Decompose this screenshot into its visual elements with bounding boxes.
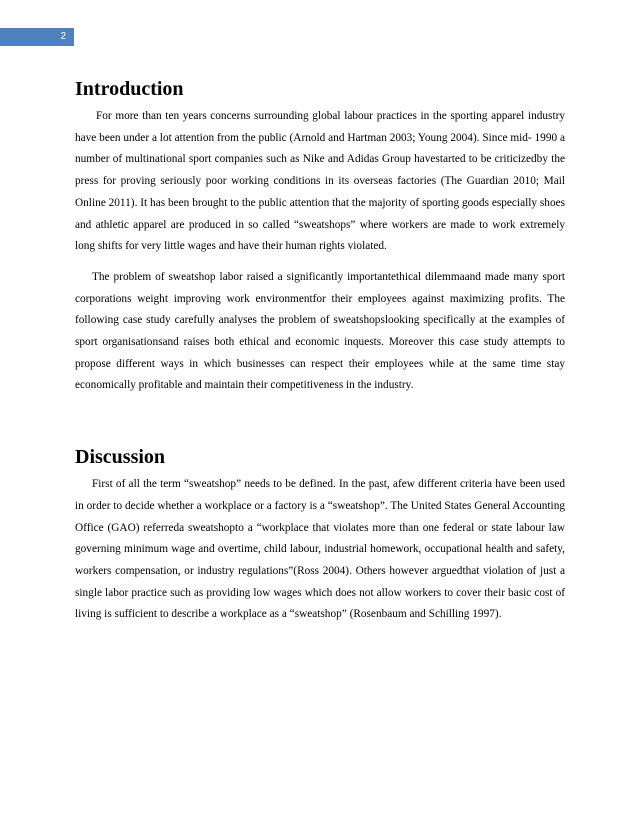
introduction-paragraph-2: The problem of sweatshop labor raised a significantly importantethical dilemmaand made many sport corporations weight improving work environmentfor their employees against maximizing profits. The following case study carefully analyses the problem of sweatshopslooking specifically at the examples of sport organisationsand raises both ethical and economic inquests. Moreover this case study attempts to propose different ways in which businesses can respect their employees while at the same time stay economically profitable and maintain their competitiveness in the industry. bbox=[75, 270, 565, 392]
page-number-tab bbox=[0, 28, 74, 46]
introduction-paragraph-1: For more than ten years concerns surrounding global labour practices in the sporting apparel industry have been under a lot attention from the public (Arnold and Hartman 2003; Young 2004). Since mid- 1990 a number of multinational sport companies such as Nike and Adidas Group havestarted to be criticizedby the press for proving seriously poor working conditions in its overseas factories (The Guardian 2010; Mail Online 2011). It has been brought to the public attention that the majority of sporting goods especially shoes and athletic apparel are produced in so called “sweatshops” where workers are made to work extremely long shifts for very little wages and have their human rights violated. bbox=[75, 110, 565, 253]
introduction-heading: Introduction bbox=[75, 78, 184, 100]
section-spacer bbox=[75, 406, 565, 444]
discussion-section bbox=[75, 444, 565, 626]
discussion-heading: Discussion bbox=[75, 446, 166, 469]
document-body bbox=[75, 76, 565, 635]
introduction-section bbox=[75, 76, 565, 397]
discussion-paragraph-1: First of all the term “sweatshop” needs to be defined. In the past, afew different criteria have been used in order to decide whether a workplace or a factory is a “sweatshop”. The United States General Accounting Office (GAO) referreda sweatshopto a “workplace that violates more than one federal or state labour law governing minimum wage and overtime, child labour, industrial homework, occupational health and safety, workers compensation, or industry regulations”(Ross 2004). Others however arguedthat violation of just a single labor practice such as providing low wages which does not allow workers to cover their basic cost of living is sufficient to describe a workplace as a “sweatshop” (Rosenbaum and Schilling 1997). bbox=[75, 478, 565, 621]
page-number: 2 bbox=[60, 31, 66, 42]
